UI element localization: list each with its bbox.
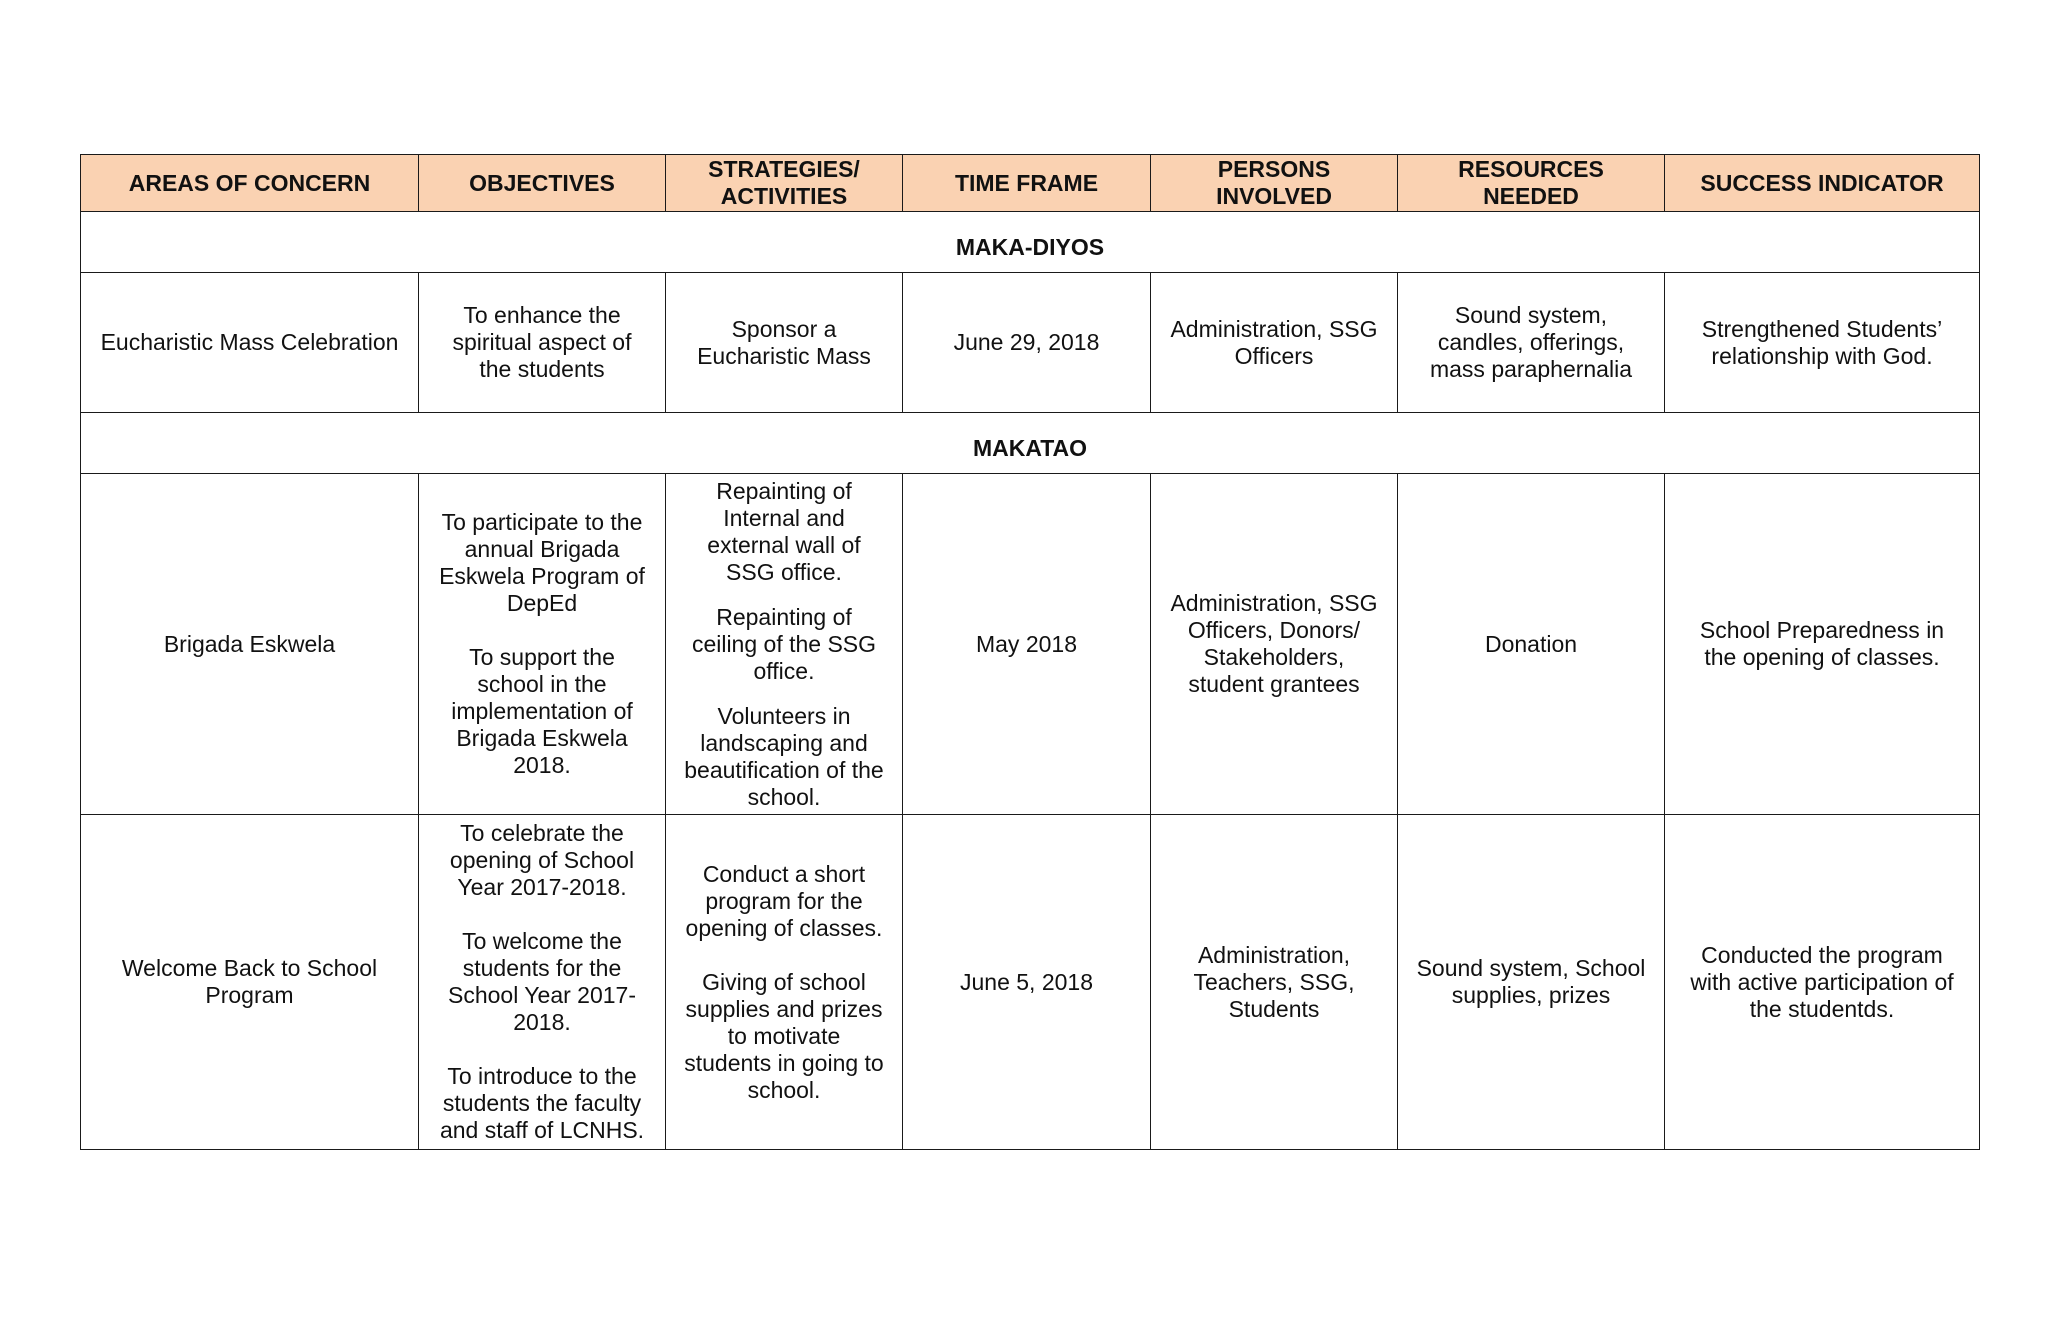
cell-objective: To participate to the annual Brigada Eskwela Program of DepEd To support the school in the implementation of Brigada Eskwela 2018.	[419, 474, 666, 815]
cell-objective: To enhance the spiritual aspect of the students	[419, 273, 666, 413]
table-row-brigada-eskwela	[81, 474, 1980, 815]
cell-persons: Administration, SSG Officers, Donors/ Stakeholders, student grantees	[1151, 474, 1398, 815]
cell-success: School Preparedness in the opening of classes.	[1665, 474, 1980, 815]
cell-area: Eucharistic Mass Celebration	[81, 273, 419, 413]
cell-success: Conducted the program with active participation of the studentds.	[1665, 815, 1980, 1150]
cell-strategy: Sponsor a Eucharistic Mass	[666, 273, 903, 413]
header-success-indicator: SUCCESS INDICATOR	[1665, 155, 1980, 212]
cell-resources: Sound system, candles, offerings, mass paraphernalia	[1398, 273, 1665, 413]
header-row	[81, 155, 1980, 212]
cell-area: Welcome Back to School Program	[81, 815, 419, 1150]
header-areas-of-concern: AREAS OF CONCERN	[81, 155, 419, 212]
cell-persons: Administration, Teachers, SSG, Students	[1151, 815, 1398, 1150]
header-time-frame: TIME FRAME	[903, 155, 1151, 212]
section-row-makatao	[81, 413, 1980, 474]
cell-objective: To celebrate the opening of School Year 2017-2018. To welcome the students for the School Year 2017- 2018. To introduce to the students the faculty and staff of LCNHS.	[419, 815, 666, 1150]
table-row-welcome-back-program	[81, 815, 1980, 1150]
header-persons-involved: PERSONS INVOLVED	[1151, 155, 1398, 212]
section-title-makatao: MAKATAO	[81, 413, 1980, 474]
cell-persons: Administration, SSG Officers	[1151, 273, 1398, 413]
header-resources-needed: RESOURCES NEEDED	[1398, 155, 1665, 212]
cell-strategy: Conduct a short program for the opening of classes. Giving of school supplies and prizes to motivate students in going to school.	[666, 815, 903, 1150]
cell-success: Strengthened Students’ relationship with God.	[1665, 273, 1980, 413]
header-objectives: OBJECTIVES	[419, 155, 666, 212]
cell-resources: Donation	[1398, 474, 1665, 815]
section-row-maka-diyos	[81, 212, 1980, 273]
cell-time-frame: June 5, 2018	[903, 815, 1151, 1150]
section-title-maka-diyos: MAKA-DIYOS	[81, 212, 1980, 273]
cell-time-frame: June 29, 2018	[903, 273, 1151, 413]
cell-strategy: Repainting of Internal and external wall of SSG office. Repainting of ceiling of the SSG office. Volunteers in landscaping and beautification of the school.	[666, 474, 903, 815]
cell-resources: Sound system, School supplies, prizes	[1398, 815, 1665, 1150]
action-plan-table	[80, 154, 1980, 1150]
table-row-eucharistic-mass	[81, 273, 1980, 413]
header-strategies-activities: STRATEGIES/ ACTIVITIES	[666, 155, 903, 212]
cell-area: Brigada Eskwela	[81, 474, 419, 815]
cell-time-frame: May 2018	[903, 474, 1151, 815]
